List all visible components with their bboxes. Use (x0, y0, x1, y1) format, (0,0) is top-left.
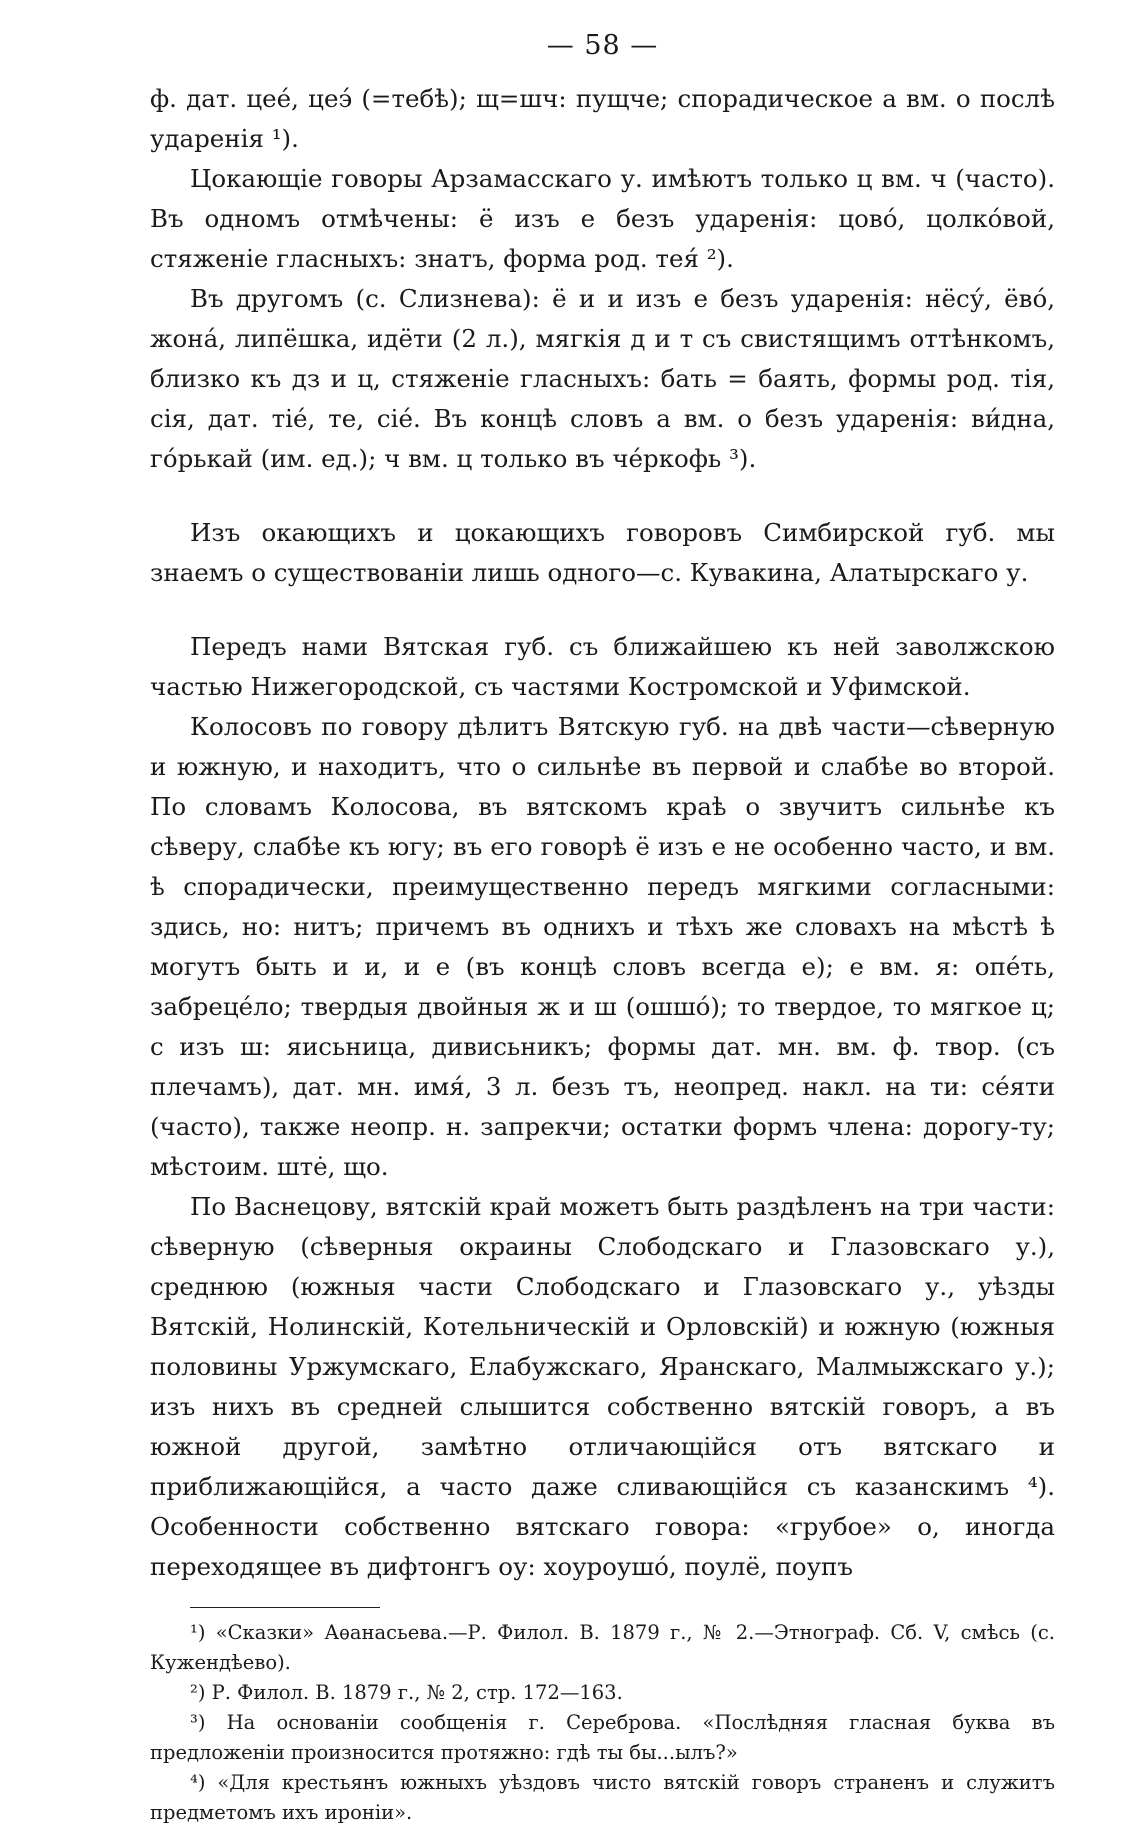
footnote-2: ²) Р. Филол. В. 1879 г., № 2, стр. 172—163. (190, 1681, 623, 1704)
paragraph-4: Изъ окающихъ и цокающихъ говоровъ Симбирской губ. мы знаемъ о существованіи лишь одного—с. Кувакина, Алатырскаго у. (150, 518, 1055, 587)
footnote-3: ³) На основаніи сообщенія г. Сереброва. «Послѣдняя гласная буква въ предложеніи произносится протяжно: гдѣ ты бы...ылъ?» (150, 1711, 1055, 1764)
footnote-4: ⁴) «Для крестьянъ южныхъ уѣздовъ чисто вятскій говоръ страненъ и служитъ предметомъ ихъ ироніи». (150, 1771, 1055, 1824)
footnote-1: ¹) «Сказки» Аѳанасьева.—Р. Филол. В. 1879 г., № 2.—Этнограф. Сб. V, смѣсь (с. Кужендѣево). (150, 1621, 1055, 1674)
page-number: — 58 — (546, 30, 659, 61)
paragraph-1: ф. дат. цеé, цеэ́ (=тебѣ); щ=шч: пущче; спорадическое а вм. о послѣ ударенія ¹). (150, 84, 1055, 153)
paragraph-7: По Васнецову, вятскій край можетъ быть раздѣленъ на три части: сѣверную (сѣверныя окраины Слободскаго и Глазовскаго у.), среднюю (южныя части Слободскаго и Глазовскаго у., уѣзды Вятскій, Нолинскій, Котельническій и Орловскій) и южную (южныя половины Уржумскаго, Елабужскаго, Яранскаго, Малмыжскаго у.); изъ нихъ въ средней слышится собственно вятскій говоръ, а въ южной другой, замѣтно отличающійся отъ вятскаго и приближающійся, а часто даже сливающійся съ казанскимъ ⁴). Особенности собственно вятскаго говора: «грубое» о, иногда переходящее въ дифтонгъ оу: хоуроушо́, поулё, поупъ (150, 1192, 1055, 1581)
paragraph-3: Въ другомъ (с. Слизнева): ё и и изъ е безъ ударенія: нёсу́, ёво́, жона́, липёшка, идёти (2 л.), мягкія д и т съ свистящимъ оттѣнкомъ, близко къ дз и ц, стяженіе гласныхъ: бать = баять, формы род. тія, сія, дат. тіе́, те, сіе́. Въ концѣ словъ а вм. о безъ ударенія: ви́дна, го́рькай (им. ед.); ч вм. ц только въ че́ркофь ³). (150, 284, 1055, 473)
section-gap (150, 593, 1055, 627)
section-gap (150, 479, 1055, 513)
paragraph-2: Цокающіе говоры Арзамасскаго у. имѣютъ только ц вм. ч (часто). Въ одномъ отмѣчены: ё изъ е безъ ударенія: цово́, цолко́вой, стяженіе гласныхъ: знатъ, форма род. тея́ ²). (150, 164, 1055, 273)
paragraph-6: Колосовъ по говору дѣлитъ Вятскую губ. на двѣ части—сѣверную и южную, и находитъ, что о сильнѣе въ первой и слабѣе во второй. По словамъ Колосова, въ вятскомъ краѣ о звучитъ сильнѣе къ сѣверу, слабѣе къ югу; въ его говорѣ ё изъ е не особенно часто, и вм. ѣ спорадически, преимущественно передъ мягкими согласными: здись, но: нитъ; причемъ въ однихъ и тѣхъ же словахъ на мѣстѣ ѣ могутъ быть и и, и е (въ концѣ словъ всегда е); е вм. я: опе́ть, забреце́ло; твердыя двойныя ж и ш (ошшо́); то твердое, то мягкое ц; с изъ ш: яисьница, дивисьникъ; формы дат. мн. вм. ф. твор. (съ плечамъ), дат. мн. имя́, 3 л. безъ тъ, неопред. накл. на ти: се́яти (часто), также неопр. н. запрекчи; остатки формъ члена: дорогу-ту; мѣстоим. ште̇, що. (150, 712, 1055, 1181)
paragraph-5: Передъ нами Вятская губ. съ ближайшею къ ней заволжскою частью Нижегородской, съ частями Костромской и Уфимской. (150, 632, 1055, 701)
page (150, 30, 1055, 1828)
footnote-divider (190, 1607, 380, 1608)
